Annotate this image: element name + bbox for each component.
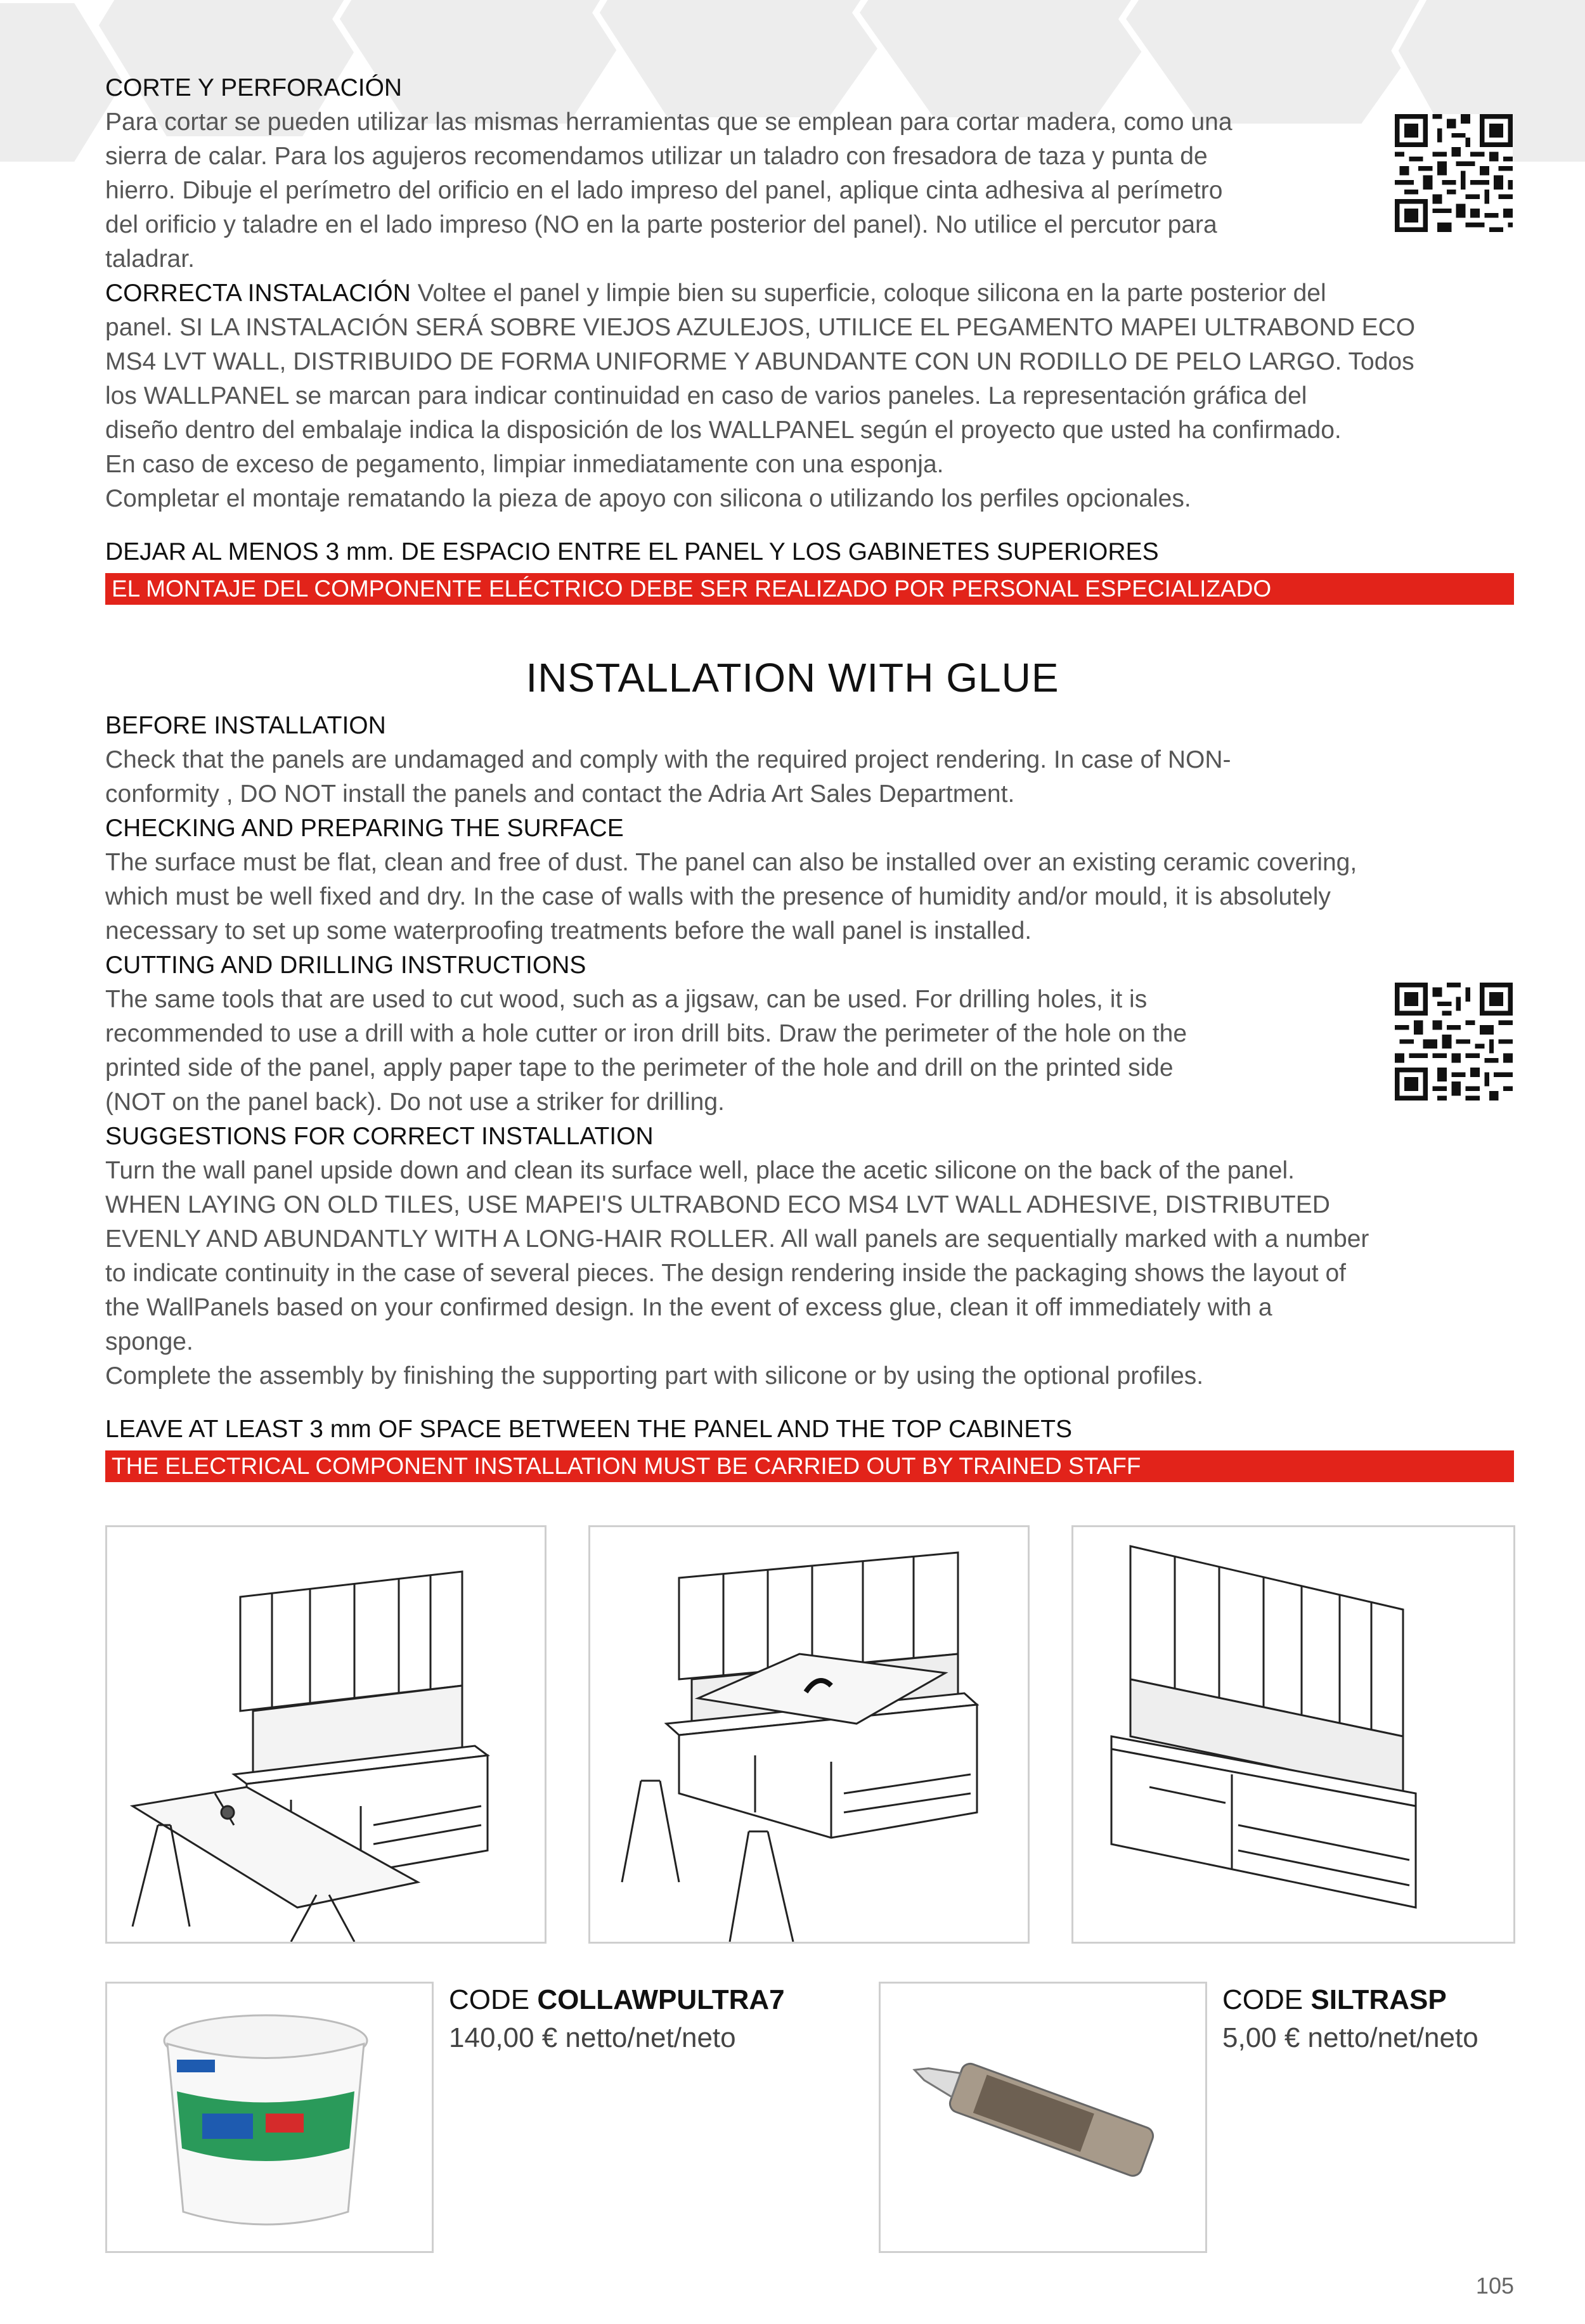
code-label: CODE	[1222, 1984, 1304, 2015]
text-line: printed side of the panel, apply paper tape to the perimeter of the hole and drill on the printed side	[105, 1054, 1174, 1081]
cut-title-es: CORTE Y PERFORACIÓN	[105, 74, 403, 101]
page-title: INSTALLATION WITH GLUE	[526, 655, 1059, 700]
suggestions-title: SUGGESTIONS FOR CORRECT INSTALLATION	[105, 1123, 654, 1150]
product-image-silicone	[879, 1982, 1207, 2253]
kitchen-drawing-icon	[107, 1527, 545, 1942]
text-line: the WallPanels based on your confirmed design. In the event of excess glue, clean it off immediately with a	[105, 1294, 1272, 1321]
text-line: (NOT on the panel back). Do not use a striker for drilling.	[105, 1088, 725, 1116]
product-image-adhesive	[105, 1982, 434, 2253]
kitchen-drawing-icon	[1073, 1527, 1513, 1942]
cutting-title: CUTTING AND DRILLING INSTRUCTIONS	[105, 952, 586, 979]
qr-code-icon[interactable]	[1395, 983, 1513, 1101]
product-price-1: 140,00 € netto/net/neto	[449, 2022, 736, 2053]
red-notice-es: EL MONTAJE DEL COMPONENTE ELÉCTRICO DEBE SER REALIZADO POR PERSONAL ESPECIALIZADO	[105, 573, 1514, 605]
text-line: MS4 LVT WALL, DISTRIBUIDO DE FORMA UNIFORME Y ABUNDANTE CON UN RODILLO DE PELO LARGO. Todos	[105, 348, 1414, 375]
illustration-finished-kitchen	[1071, 1525, 1515, 1944]
text-line: EVENLY AND ABUNDANTLY WITH A LONG-HAIR ROLLER. All wall panels are sequentially marked with a number	[105, 1225, 1369, 1253]
product-price-2: 5,00 € netto/net/neto	[1222, 2022, 1478, 2053]
text-line: The same tools that are used to cut wood, such as a jigsaw, can be used. For drilling holes, it is	[105, 986, 1148, 1013]
qr-code-icon[interactable]	[1395, 114, 1513, 232]
install-first-line-es	[105, 276, 1514, 311]
illustration-applying-panel	[588, 1525, 1030, 1944]
before-title: BEFORE INSTALLATION	[105, 712, 386, 739]
text-line: Para cortar se pueden utilizar las mismas herramientas que se emplean para cortar madera, como una	[105, 108, 1232, 136]
text-line: Completar el montaje rematando la pieza de apoyo con silicona o utilizando los perfiles opcionales.	[105, 485, 1191, 512]
silicone-tube-icon	[881, 1984, 1205, 2251]
text-line: del orificio y taladre en el lado impreso (NO en la parte posterior del panel). No utilice el percutor para	[105, 211, 1217, 238]
text-line: Turn the wall panel upside down and clean its surface well, place the acetic silicone on the back of the panel.	[105, 1157, 1295, 1184]
text-line: WHEN LAYING ON OLD TILES, USE MAPEI'S ULTRABOND ECO MS4 LVT WALL ADHESIVE, DISTRIBUTED	[105, 1191, 1330, 1218]
code-value: SILTRASP	[1310, 1984, 1447, 2015]
page-number: 105	[1475, 2273, 1514, 2299]
text-line: which must be well fixed and dry. In the case of walls with the presence of humidity and/or mould, it is absolutely	[105, 883, 1331, 910]
install-title-es: CORRECTA INSTALACIÓN	[105, 280, 411, 307]
checking-title: CHECKING AND PREPARING THE SURFACE	[105, 815, 624, 842]
text-line: los WALLPANEL se marcan para indicar continuidad en caso de varios paneles. La representación gráfica del	[105, 382, 1307, 410]
text-line: panel. SI LA INSTALACIÓN SERÁ SOBRE VIEJOS AZULEJOS, UTILICE EL PEGAMENTO MAPEI ULTRABOND ECO	[105, 314, 1416, 341]
text-line: Voltee el panel y limpie bien su superficie, coloque silicona en la parte posterior del	[417, 280, 1326, 307]
kitchen-drawing-icon	[590, 1527, 1028, 1942]
text-line: hierro. Dibuje el perímetro del orificio en el lado impreso del panel, aplique cinta adhesiva al perímetro	[105, 177, 1223, 204]
text-line: recommended to use a drill with a hole cutter or iron drill bits. Draw the perimeter of the hole on the	[105, 1020, 1187, 1047]
text-line: sponge.	[105, 1328, 193, 1355]
red-notice-en: THE ELECTRICAL COMPONENT INSTALLATION MUST BE CARRIED OUT BY TRAINED STAFF	[105, 1450, 1514, 1482]
cut-text-es	[105, 105, 1514, 276]
english-section	[105, 709, 1514, 1482]
text-line: conformity , DO NOT install the panels and contact the Adria Art Sales Department.	[105, 780, 1015, 808]
adhesive-bucket-icon	[107, 1984, 432, 2251]
text-line: The surface must be flat, clean and free of dust. The panel can also be installed over an existing ceramic covering,	[105, 849, 1357, 876]
product-code-1	[449, 1982, 785, 2018]
text-line: to indicate continuity in the case of several pieces. The design rendering inside the packaging shows the layout of	[105, 1260, 1346, 1287]
text-line: taladrar.	[105, 245, 195, 273]
text-line: Complete the assembly by finishing the supporting part with silicone or by using the optional profiles.	[105, 1362, 1204, 1390]
illustration-cutting-panel	[105, 1525, 547, 1944]
text-line: necessary to set up some waterproofing treatments before the wall panel is installed.	[105, 917, 1032, 945]
code-label: CODE	[449, 1984, 530, 2015]
warning-es: DEJAR AL MENOS 3 mm. DE ESPACIO ENTRE EL PANEL Y LOS GABINETES SUPERIORES	[105, 538, 1159, 565]
warning-en: LEAVE AT LEAST 3 mm OF SPACE BETWEEN THE PANEL AND THE TOP CABINETS	[105, 1416, 1073, 1443]
product-code-2	[1222, 1982, 1447, 2018]
spanish-section	[105, 71, 1514, 605]
code-value: COLLAWPULTRA7	[537, 1984, 785, 2015]
text-line: En caso de exceso de pegamento, limpiar inmediatamente con una esponja.	[105, 451, 944, 478]
text-line: Check that the panels are undamaged and comply with the required project rendering. In case of NON-	[105, 746, 1231, 773]
text-line: sierra de calar. Para los agujeros recomendamos utilizar un taladro con fresadora de taza y punta de	[105, 143, 1208, 170]
text-line: diseño dentro del embalaje indica la disposición de los WALLPANEL según el proyecto que usted ha confirmado.	[105, 416, 1342, 444]
